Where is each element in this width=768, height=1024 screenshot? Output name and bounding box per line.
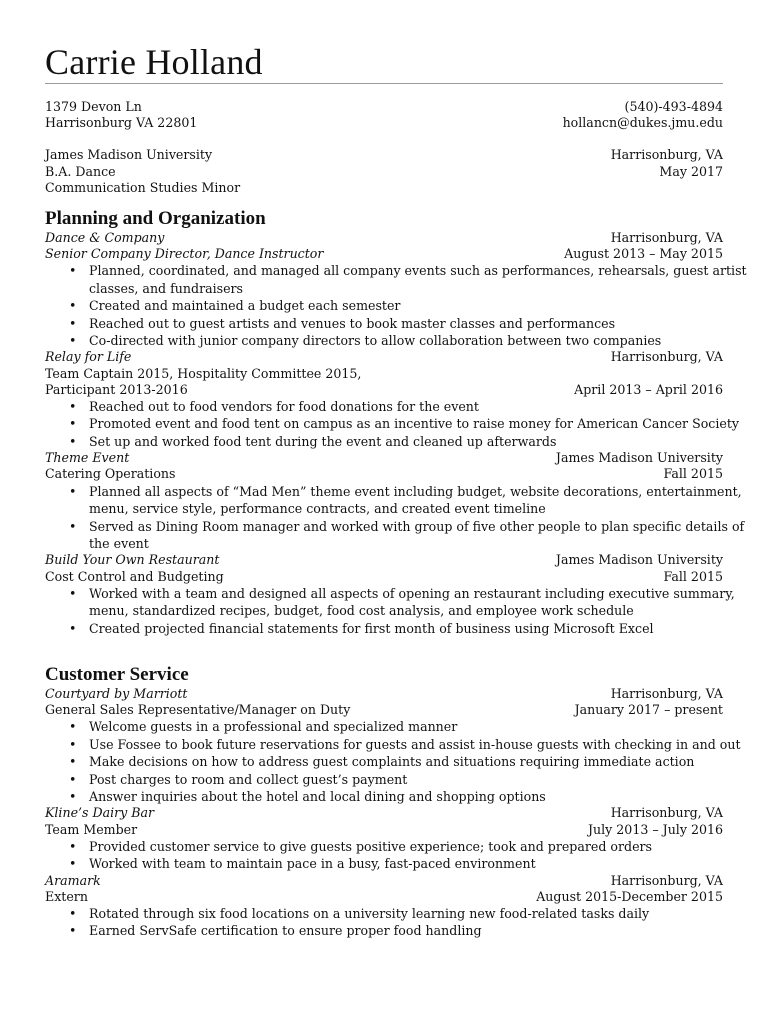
bullet-text: Promoted event and food tent on campus as an incentive to raise money for American Cancer Society [89,416,739,432]
bullet-text: Worked with team to maintain pace in a busy, fast-paced environment [89,856,536,872]
bullet-item [45,736,741,753]
bullet-item [45,518,745,553]
bullet-item [45,718,723,735]
education-block [45,147,723,196]
experience-entry [45,685,741,805]
email: hollancn@dukes.jmu.edu [562,115,723,131]
entry-bullets [45,718,741,805]
entry-dates: Fall 2015 [663,466,723,482]
bullet-item [45,922,723,939]
school-name: James Madison University [45,147,213,163]
section-title-planning: Planning and Organization [45,208,266,230]
bullet-item [45,433,723,450]
bullet-item [45,483,742,518]
bullet-text: Use Fossee to book future reservations for guests and assist in-house guests with checking in and out [89,736,741,752]
experience-entry [45,873,723,940]
entry-role: Team Captain 2015, Hospitality Committee 2015, [45,365,362,381]
entry-role: Team Member [45,821,138,837]
bullet-text: Rotated through six food locations on a university learning new food-related tasks daily [89,906,650,921]
entry-header [45,805,723,821]
bullet-text: Reached out to guest artists and venues to book master classes and performances [89,315,616,331]
bullet-text: Provided customer service to give guests positive experience; took and prepared orders [89,838,653,854]
bullet-item [45,297,723,314]
entry-location: James Madison University [555,552,723,568]
bullet-item [45,753,723,770]
bullet-text: Planned, coordinated, and managed all company events such as performances, rehearsals, guest artist [89,263,747,279]
entry-header [45,349,723,365]
phone: (540)-493-4894 [624,99,723,114]
bullet-text-cont: the event [89,535,149,551]
entry-bullets [45,398,739,450]
entry-bullets [45,483,745,553]
bullet-text: Served as Dining Room manager and worked with group of five other people to plan specific details of [89,518,745,534]
bullet-item [45,855,723,872]
bullet-text-cont: classes, and fundraisers [89,280,244,296]
entry-org: Kline’s Dairy Bar [45,805,155,821]
contact-row-1 [45,99,723,115]
school-location: Harrisonburg, VA [610,147,723,163]
graduation-date: May 2017 [659,163,723,179]
entry-role-row [45,822,723,838]
bullet-item [45,620,723,637]
resume-name: Carrie Holland [45,42,263,82]
entry-location: Harrisonburg, VA [610,805,723,821]
bullet-item [45,771,723,788]
minor: Communication Studies Minor [45,179,241,195]
section-title-customer-service: Customer Service [45,663,189,685]
entry-header [45,873,723,889]
bullet-item [45,415,739,432]
bullet-text: Planned all aspects of “Mad Men” theme event including budget, website decorations, entertainment, [89,483,742,499]
entry-role: General Sales Representative/Manager on Duty [45,702,351,718]
entry-org: Relay for Life [45,349,132,365]
experience-entry [45,552,735,637]
entry-location: Harrisonburg, VA [610,230,723,246]
entry-role-row [45,889,723,905]
bullet-text-cont: menu, service style, performance contracts, and created event timeline [89,501,546,517]
entry-role: Senior Company Director, Dance Instructor [45,246,324,262]
entry-header [45,230,723,246]
bullet-item [45,788,723,805]
entry-bullets [45,585,735,637]
entry-dates: January 2017 – present [574,702,723,718]
entry-role-row [45,702,723,718]
entry-org: Dance & Company [45,230,165,246]
bullet-item [45,838,723,855]
bullet-text: Make decisions on how to address guest complaints and situations requiring immediate action [89,754,695,770]
bullet-text: Co-directed with junior company directors to allow collaboration between two companies [89,333,662,349]
bullet-text: Reached out to food vendors for food donations for the event [89,399,479,415]
entry-org: Theme Event [45,450,130,466]
bullet-text: Welcome guests in a professional and specialized manner [89,719,458,735]
entry-role-cont: Participant 2013-2016 [45,381,188,397]
entry-dates: July 2013 – July 2016 [587,821,723,837]
entry-dates: April 2013 – April 2016 [574,381,723,397]
entry-location: James Madison University [555,450,723,466]
bullet-item [45,332,723,349]
experience-entry [45,450,745,552]
experience-entry [45,349,739,450]
entry-header [45,686,723,702]
bullet-item [45,585,735,620]
entry-location: Harrisonburg, VA [610,685,723,701]
bullet-text: Worked with a team and designed all aspects of opening an restaurant including executive summary, [89,585,735,601]
entry-org: Aramark [45,872,101,888]
education-row-1 [45,147,723,163]
entry-org: Build Your Own Restaurant [45,552,220,568]
entry-dates: August 2015-December 2015 [536,888,723,904]
entry-org: Courtyard by Marriott [45,685,188,701]
address-line-2: Harrisonburg VA 22801 [45,115,198,131]
entry-role-row [45,246,723,262]
bullet-text: Answer inquiries about the hotel and local dining and shopping options [89,788,546,804]
bullet-item [45,262,747,297]
contact-block [45,99,723,131]
bullet-text: Set up and worked food tent during the event and cleaned up afterwards [89,433,557,449]
entry-location: Harrisonburg, VA [610,872,723,888]
entry-location: Harrisonburg, VA [610,349,723,365]
entry-dates: Fall 2015 [663,568,723,584]
entry-bullets [45,262,747,349]
entry-role-row [45,466,723,482]
bullet-item [45,905,723,922]
entry-header [45,552,723,568]
bullet-item [45,398,723,415]
degree: B.A. Dance [45,163,116,179]
entry-header [45,450,723,466]
education-row-3 [45,180,723,196]
experience-entry [45,230,747,349]
entry-role-row [45,366,723,382]
entry-dates: August 2013 – May 2015 [564,246,723,262]
bullet-text: Earned ServSafe certification to ensure proper food handling [89,923,482,939]
entry-role: Extern [45,888,88,904]
experience-entry [45,805,723,872]
bullet-item [45,315,723,332]
contact-row-2 [45,115,723,131]
education-row-2 [45,164,723,180]
entry-role-row [45,569,723,585]
entry-role: Cost Control and Budgeting [45,568,224,584]
entry-bullets [45,905,723,940]
bullet-text: Post charges to room and collect guest’s payment [89,771,408,787]
bullet-text: Created and maintained a budget each semester [89,298,401,314]
bullet-text-cont: menu, standardized recipes, budget, food cost analysis, and employee work schedule [89,603,634,619]
header-divider [45,83,723,84]
resume-page [45,0,747,940]
entry-bullets [45,838,723,873]
bullet-text: Created projected financial statements for first month of business using Microsoft Excel [89,620,654,636]
entry-role: Catering Operations [45,466,176,482]
entry-role-row-2 [45,382,723,398]
address-line-1: 1379 Devon Ln [45,99,142,114]
